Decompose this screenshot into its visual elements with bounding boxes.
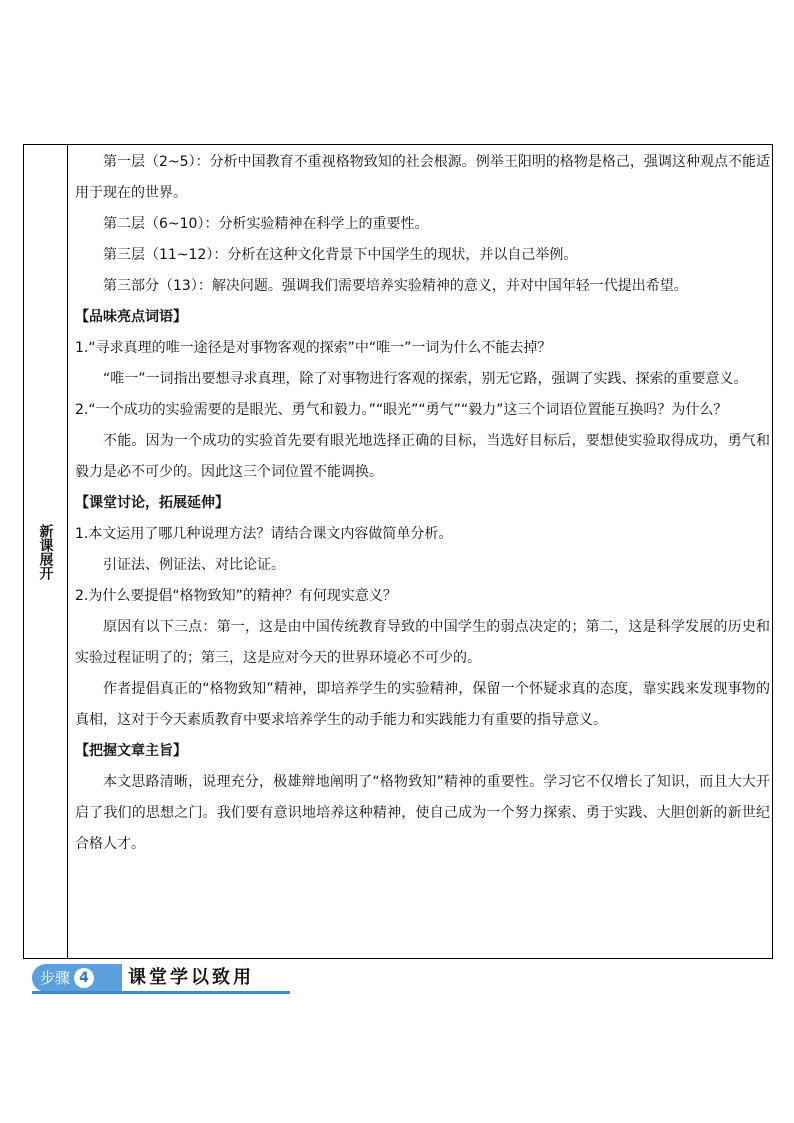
paragraph: “唯一”一词指出要想寻求真理，除了对事物进行客观的探索，别无它路，强调了实践、探索的重要意义。 [103,371,748,387]
lesson-table [23,144,773,959]
section-label: 新课展开 [37,523,54,580]
section-heading: 【把握文章主旨】 [75,743,187,759]
step-label: 步骤 [40,969,71,987]
paragraph: 2.为什么要提倡“格物致知”的精神？有何现实意义？ [75,588,397,604]
paragraph: 作者提倡真正的“格物致知”精神，即培养学生的实验精神，保留一个怀疑求真的态度，靠实践来发现事物的真相，这对于今天素质教育中要求培养学生的动手能力和实践能力有重要的指导意义。 [75,681,770,728]
section-heading: 【品味亮点词语】 [75,309,187,325]
paragraph: 2.“一个成功的实验需要的是眼光、勇气和毅力。”“眼光”“勇气”“毅力”这三个词语位置能互换吗？为什么？ [75,402,728,418]
paragraph: 原因有以下三点：第一，这是由中国传统教育导致的中国学生的弱点决定的；第二，这是科学发展的历史和实验过程证明了的；第三，这是应对今天的世界环境必不可少的。 [75,619,770,666]
paragraph: 第一层（2~5）：分析中国教育不重视格物致知的社会根源。例举王阳明的格物是格己，强调这种观点不能适用于现在的世界。 [75,154,770,201]
paragraph: 1.“寻求真理的唯一途径是对事物客观的探索”中“唯一”一词为什么不能去掉？ [75,340,552,356]
paragraph: 第三部分（13）：解决问题。强调我们需要培养实验精神的意义，并对中国年轻一代提出希望。 [103,278,688,294]
step-underline [32,991,290,994]
content-cell [75,147,770,860]
paragraph: 引证法、例证法、对比论证。 [103,557,285,573]
paragraph: 第三层（11~12）：分析在这种文化背景下中国学生的现状，并以自己举例。 [103,247,578,263]
step-number: 4 [74,968,94,988]
paragraph: 第二层（6~10）：分析实验精神在科学上的重要性。 [103,216,429,232]
paragraph: 1.本文运用了哪几种说理方法？请结合课文内容做简单分析。 [75,526,453,542]
section-label-cell [24,145,67,958]
paragraph: 不能。因为一个成功的实验首先要有眼光地选择正确的目标，当选好目标后，要想使实验取得成功，勇气和毅力是必不可少的。因此这三个词位置不能调换。 [75,433,770,480]
paragraph: 本文思路清晰，说理充分，极雄辩地阐明了“格物致知”精神的重要性。学习它不仅增长了知识，而且大大开启了我们的思想之门。我们要有意识地培养这种精神，使自己成为一个努力探索、勇于实践、大胆创新的新世纪合格人才。 [75,774,770,852]
section-heading: 【课堂讨论，拓展延伸】 [75,495,229,511]
step-banner [32,964,292,992]
column-divider [67,145,68,958]
step-badge [32,964,122,992]
step-title: 课堂学以致用 [128,967,254,988]
